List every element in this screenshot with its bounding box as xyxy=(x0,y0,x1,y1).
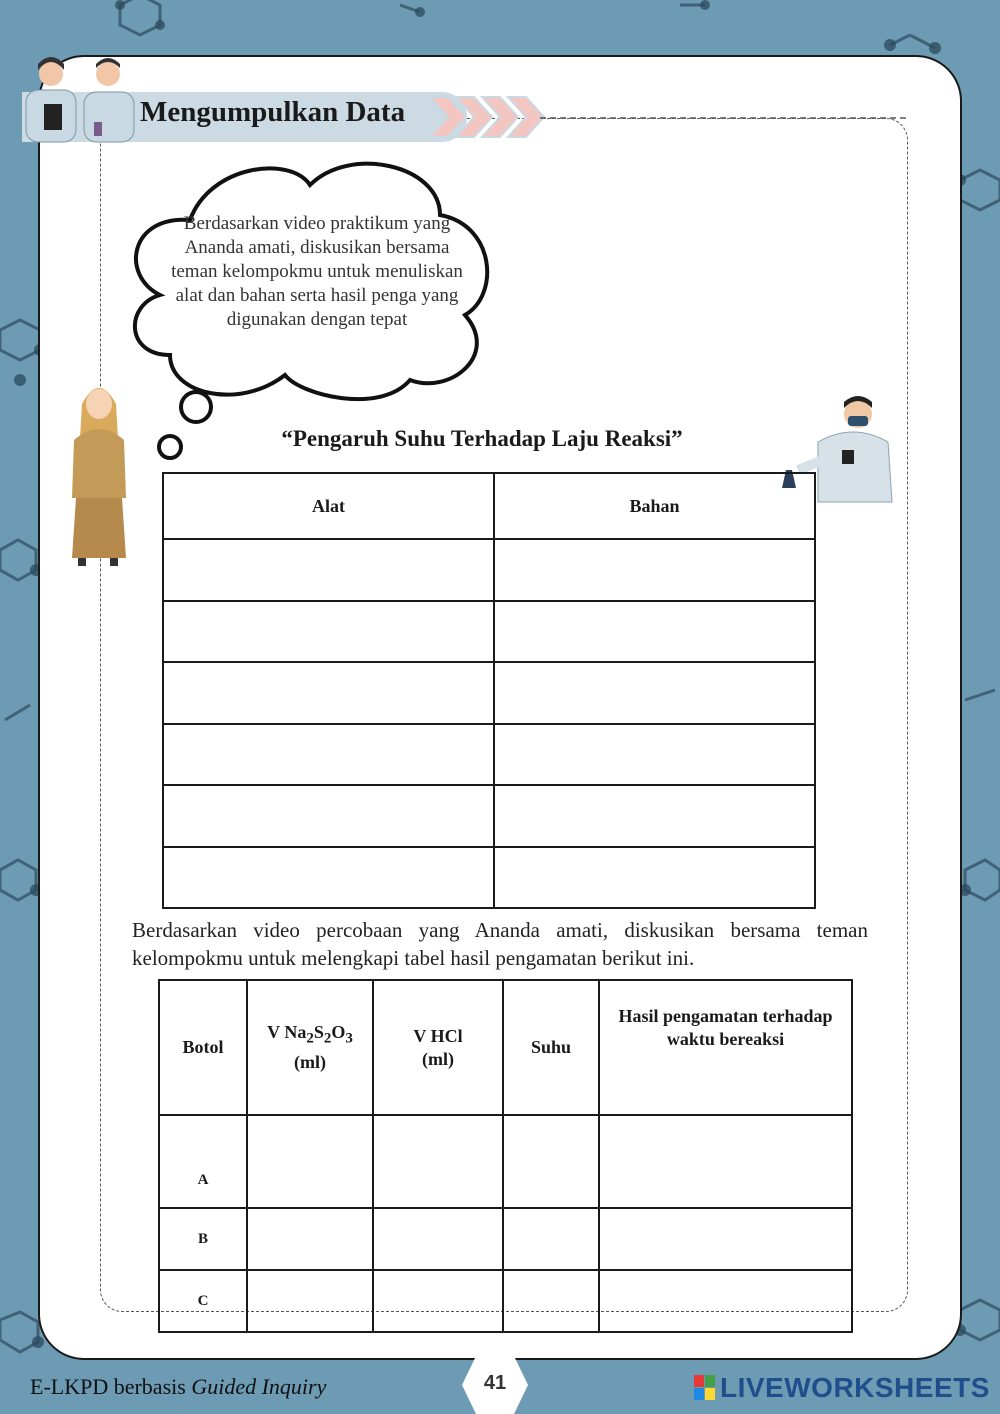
instruction-paragraph: Berdasarkan video percobaan yang Ananda amati, diskusikan bersama teman kelompokmu untuk melengkapi tabel hasil pengamatan berikut ini. xyxy=(132,918,868,970)
alat-cell[interactable] xyxy=(163,601,494,663)
column-header-suhu: Suhu xyxy=(503,980,599,1115)
table1-title: “Pengaruh Suhu Terhadap Laju Reaksi” xyxy=(281,426,683,451)
v-na2s2o3-cell[interactable] xyxy=(247,1270,373,1332)
column-header-v-na2s2o3: V $Na_2S_2O_3$ (ml) xyxy=(247,980,373,1115)
table-row xyxy=(163,785,815,847)
column-header-botol: Botol xyxy=(159,980,247,1115)
v-hcl-cell[interactable] xyxy=(373,1115,503,1208)
chevron-arrows-icon xyxy=(428,95,548,139)
botol-label: A xyxy=(159,1115,247,1208)
botol-label: B xyxy=(159,1208,247,1270)
alat-cell[interactable] xyxy=(163,662,494,724)
table-row xyxy=(163,539,815,601)
table-row xyxy=(159,1208,852,1270)
teacher-illustration xyxy=(66,378,132,574)
column-header-v-hcl: V HCl (ml) xyxy=(373,980,503,1115)
table-row xyxy=(163,724,815,786)
suhu-cell[interactable] xyxy=(503,1208,599,1270)
liveworksheets-icon xyxy=(694,1375,716,1401)
section-title: Mengumpulkan Data xyxy=(140,96,406,128)
bahan-cell[interactable] xyxy=(494,539,815,601)
hasil-cell[interactable] xyxy=(599,1270,852,1332)
botol-label: C xyxy=(159,1270,247,1332)
alat-cell[interactable] xyxy=(163,847,494,909)
alat-cell[interactable] xyxy=(163,785,494,847)
column-header-alat: Alat xyxy=(163,473,494,539)
table-row xyxy=(163,601,815,663)
bahan-cell[interactable] xyxy=(494,662,815,724)
column-header-bahan: Bahan xyxy=(494,473,815,539)
table-row xyxy=(163,847,815,909)
table-row xyxy=(159,1270,852,1332)
observation-table xyxy=(158,979,853,1333)
footer-label: E-LKPD berbasis Guided Inquiry xyxy=(30,1374,327,1399)
bahan-cell[interactable] xyxy=(494,601,815,663)
table-row xyxy=(159,1115,852,1208)
v-na2s2o3-cell[interactable] xyxy=(247,1115,373,1208)
v-na2s2o3-cell[interactable] xyxy=(247,1208,373,1270)
column-header-hasil: Hasil pengamatan terhadap waktu bereaksi xyxy=(599,980,852,1115)
bahan-cell[interactable] xyxy=(494,785,815,847)
hasil-cell[interactable] xyxy=(599,1208,852,1270)
alat-cell[interactable] xyxy=(163,724,494,786)
alat-cell[interactable] xyxy=(163,539,494,601)
suhu-cell[interactable] xyxy=(503,1270,599,1332)
hasil-cell[interactable] xyxy=(599,1115,852,1208)
alat-bahan-table xyxy=(162,472,816,909)
bahan-cell[interactable] xyxy=(494,724,815,786)
v-hcl-cell[interactable] xyxy=(373,1270,503,1332)
table-row xyxy=(163,662,815,724)
v-hcl-cell[interactable] xyxy=(373,1208,503,1270)
suhu-cell[interactable] xyxy=(503,1115,599,1208)
liveworksheets-brand: LIVEWORKSHEETS xyxy=(720,1372,990,1403)
page-number: 41 xyxy=(483,1372,507,1394)
header-dashed-line xyxy=(540,116,910,120)
bahan-cell[interactable] xyxy=(494,847,815,909)
liveworksheets-logo[interactable] xyxy=(694,1372,990,1404)
scientists-illustration xyxy=(24,52,139,144)
cloud-instruction: Berdasarkan video praktikum yang Ananda amati, diskusikan bersama teman kelompokmu untuk menuliskan alat dan bahan serta hasil penga yang digunakan dengan tepat xyxy=(171,213,463,330)
